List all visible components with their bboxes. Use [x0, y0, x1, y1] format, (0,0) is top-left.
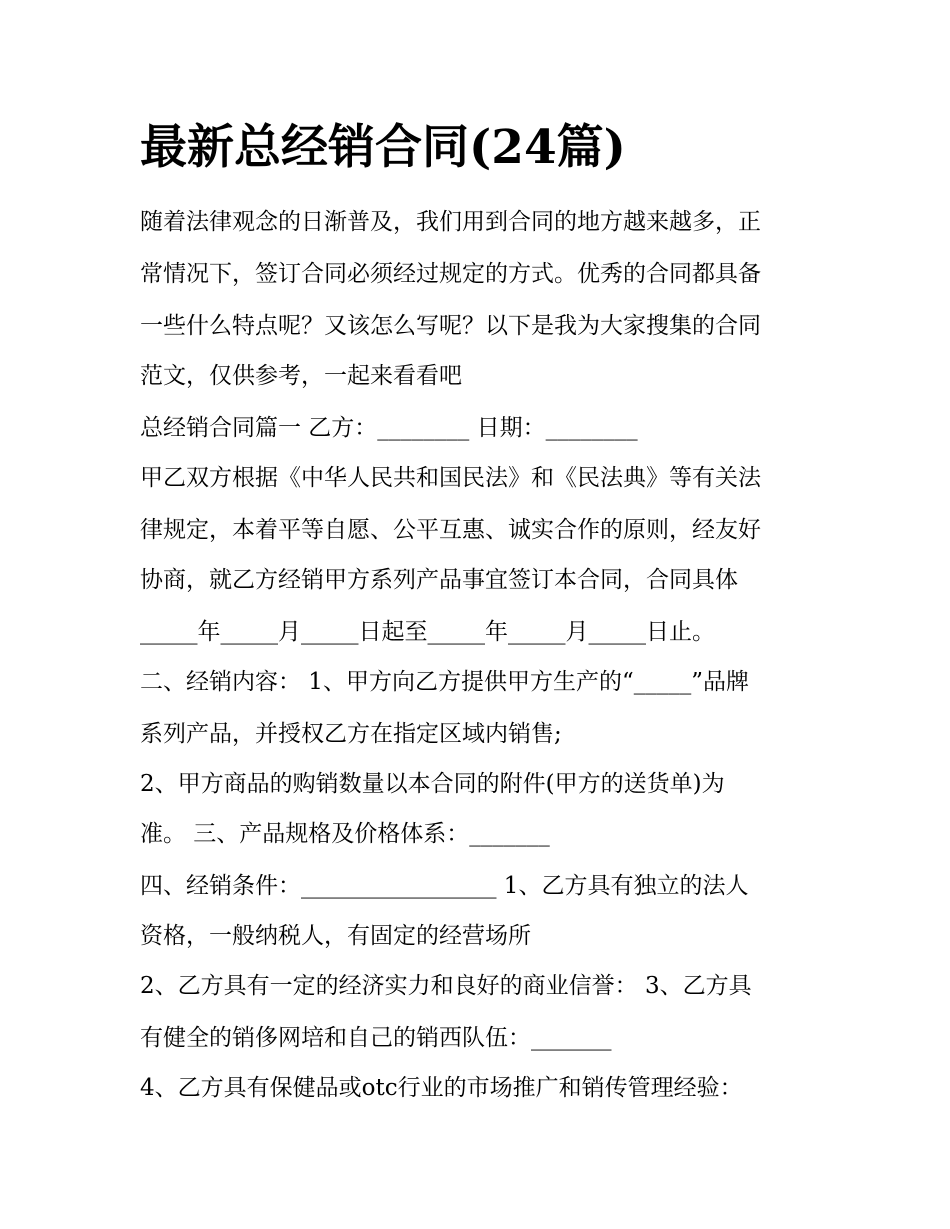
paragraph-line-7: 律规定，本着平等自愿、公平互惠、诚实合作的原则，经友好 [140, 517, 761, 543]
paragraph-line-4: 范文，仅供参考，一起来看看吧 [140, 363, 462, 389]
paragraph-line-2: 常情况下，签订合同必须经过规定的方式。优秀的合同都具备 [140, 261, 761, 287]
paragraph-line-14: 四、经销条件：_________________ 1、乙方具有独立的法人 [140, 873, 749, 899]
paragraph-line-5: 总经销合同篇一 乙方：________ 日期：________ [140, 415, 638, 441]
paragraph-line-1: 随着法律观念的日渐普及，我们用到合同的地方越来越多，正 [140, 209, 761, 235]
paragraph-line-8: 协商，就乙方经销甲方系列产品事宜签订本合同，合同具体 [140, 567, 738, 593]
document-title: 最新总经销合同(24篇) [140, 120, 626, 175]
paragraph-line-16: 2、乙方具有一定的经济实力和良好的商业信誉： 3、乙方具 [140, 973, 752, 999]
paragraph-line-10: 二、经销内容： 1、甲方向乙方提供甲方生产的“_____”品牌 [140, 669, 749, 695]
paragraph-line-9: _____年_____月_____日起至_____年_____月_____日止。 [140, 619, 715, 645]
paragraph-line-6: 甲乙双方根据《中华人民共和国民法》和《民法典》等有关法 [140, 465, 761, 491]
paragraph-line-13: 准。 三、产品规格及价格体系：_______ [140, 821, 550, 847]
paragraph-line-18: 4、乙方具有保健品或otc行业的市场推广和销传管理经验： [140, 1075, 743, 1101]
paragraph-line-12: 2、甲方商品的购销数量以本合同的附件(甲方的送货单)为 [140, 771, 725, 797]
paragraph-line-3: 一些什么特点呢？又该怎么写呢？以下是我为大家搜集的合同 [140, 313, 761, 339]
paragraph-line-11: 系列产品，并授权乙方在指定区域内销售; [140, 721, 562, 747]
paragraph-line-15: 资格，一般纳税人，有固定的经营场所 [140, 923, 531, 949]
paragraph-line-17: 有健全的销侈网培和自己的销西队伍：_______ [140, 1025, 612, 1051]
